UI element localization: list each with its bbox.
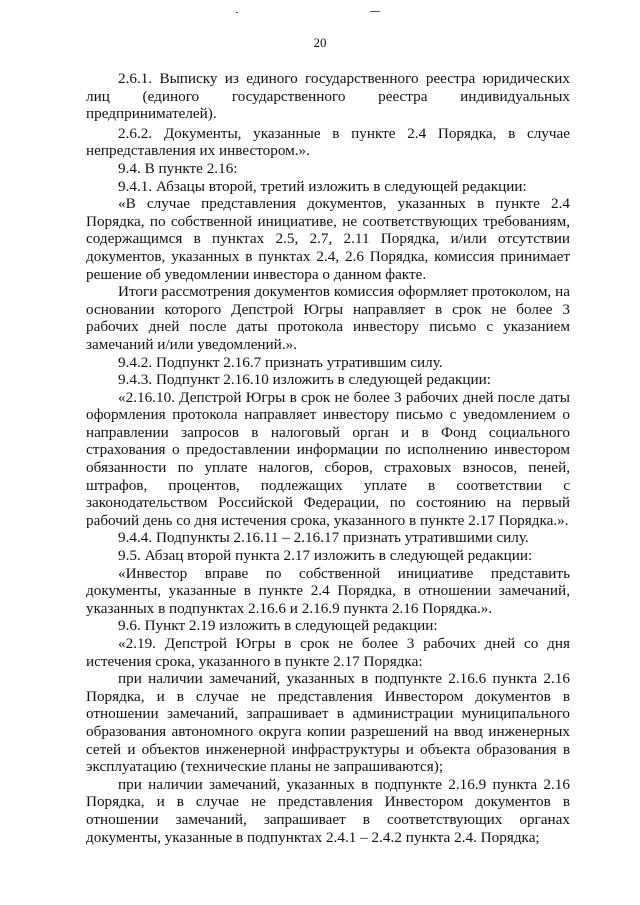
- paragraph: 2.6.1. Выписку из единого государственного реестра юридических лиц (единого государственного реестра индивидуальных предпринимателей).: [86, 70, 570, 123]
- paragraph: 9.5. Абзац второй пункта 2.17 изложить в следующей редакции:: [118, 547, 533, 565]
- paragraph: 9.4.1. Абзацы второй, третий изложить в следующей редакции:: [118, 177, 527, 195]
- paragraph: «Инвестор вправе по собственной инициативе представить документы, указанные в пункте 2.4 Порядка, в отношении замечаний, указанных в подпунктах 2.16.6 и 2.16.9 пункта 2.16 Порядка.».: [86, 564, 570, 617]
- paragraph: 2.6.2. Документы, указанные в пункте 2.4 Порядка, в случае непредставления их инвестором.».: [86, 124, 570, 160]
- paragraph: при наличии замечаний, указанных в подпункте 2.16.6 пункта 2.16 Порядка, и в случае не представления Инвестором документов в отношении замечаний, запрашивает в администрации муниципального образования автономного округа копии разрешений на ввод инженерных сетей и объектов инженерной инфраструктуры и объекта образования в эксплуатацию (технические планы не запрашиваются);: [86, 670, 570, 776]
- document-body: [86, 70, 570, 846]
- paragraph: «В случае представления документов, указанных в пункте 2.4 Порядка, по собственной инициативе, не соответствующих требованиям, содержащимся в пунктах 2.5, 2.7, 2.11 Порядка, и/или отсутствии документов, указанных в пунктах 2.4, 2.6 Порядка, комиссия принимает решение об уведомлении инвестора о данном факте.: [86, 195, 570, 283]
- paragraph: 9.4.3. Подпункт 2.16.10 изложить в следующей редакции:: [118, 371, 491, 389]
- scan-mark: [236, 12, 238, 13]
- paragraph: Итоги рассмотрения документов комиссия оформляет протоколом, на основании которого Депстрой Югры направляет в срок не более 3 рабочих дней после даты протокола инвестору письмо с указанием замечаний и/или уведомлений.».: [86, 283, 570, 353]
- paragraph: при наличии замечаний, указанных в подпункте 2.16.9 пункта 2.16 Порядка, и в случае не представления Инвестором документов в отношении замечаний, запрашивает в соответствующих органах документы, указанные в подпунктах 2.4.1 – 2.4.2 пункта 2.4. Порядка;: [86, 775, 570, 846]
- paragraph: 9.4. В пункте 2.16:: [118, 159, 238, 177]
- paragraph: 9.6. Пункт 2.19 изложить в следующей редакции:: [118, 617, 438, 635]
- paragraph: 9.4.4. Подпункты 2.16.11 – 2.16.17 признать утратившими силу.: [118, 529, 529, 547]
- scan-mark: [370, 11, 380, 12]
- paragraph: «2.19. Депстрой Югры в срок не более 3 рабочих дней со дня истечения срока, указанного в пункте 2.17 Порядка:: [86, 635, 570, 670]
- paragraph: «2.16.10. Депстрой Югры в срок не более 3 рабочих дней после даты оформления протокола направляет инвестору письмо с уведомлением о направлении запросов в налоговый орган и в Фонд социального страхования о предоставлении информации по исполнению инвестором обязанности по уплате налогов, сборов, страховых взносов, пеней, штрафов, процентов, подлежащих уплате в соответствии с законодательством Российской Федерации, по состоянию на первый рабочий день со дня истечения срока, указанного в пункте 2.17 Порядка.».: [86, 388, 570, 529]
- page-number: 20: [313, 35, 327, 50]
- paragraph: 9.4.2. Подпункт 2.16.7 признать утратившим силу.: [118, 353, 443, 371]
